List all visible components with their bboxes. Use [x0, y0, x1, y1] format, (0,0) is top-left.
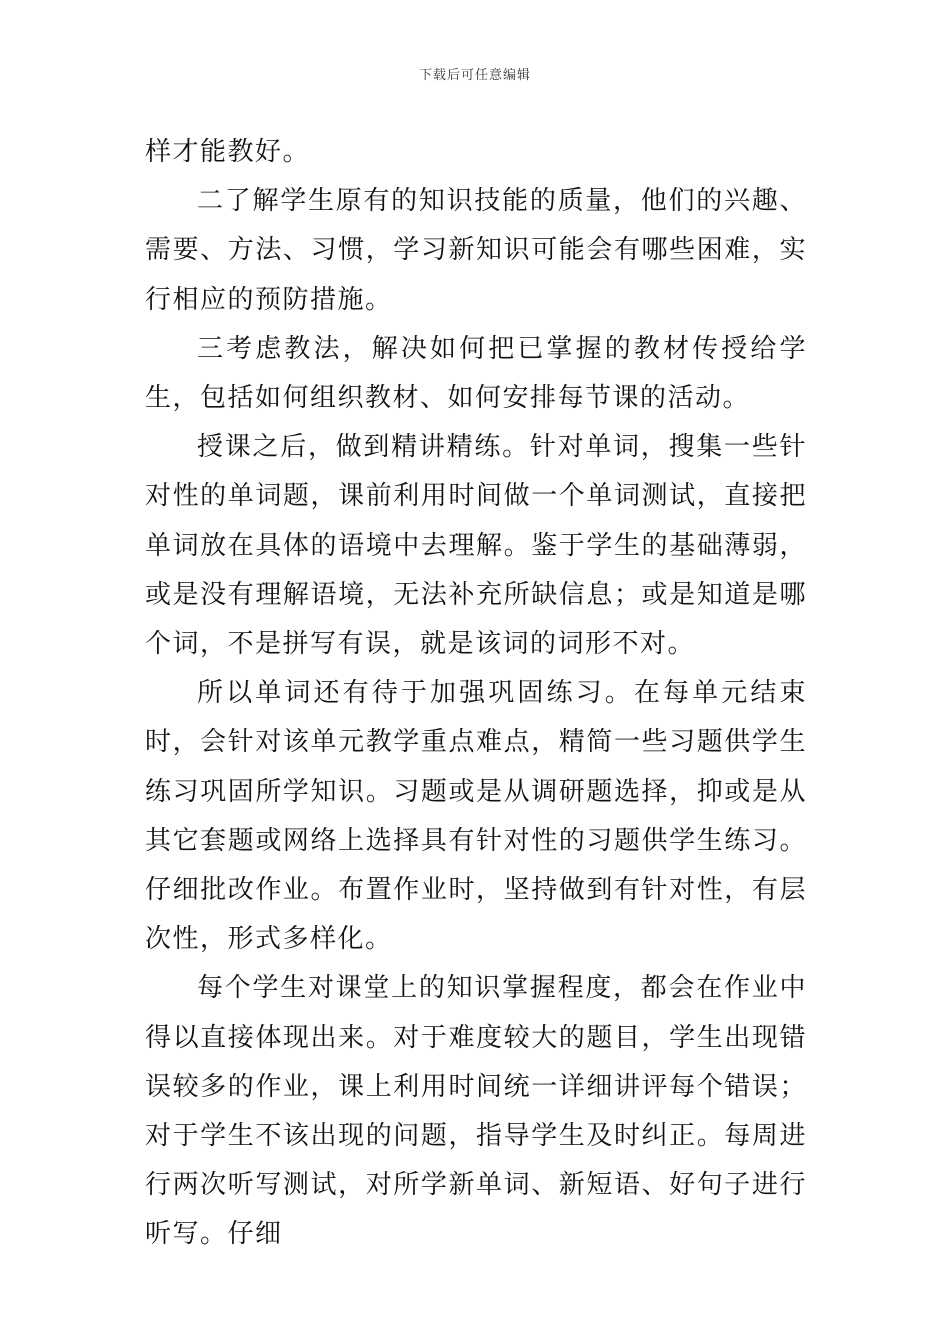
document-body — [145, 128, 807, 1260]
paragraph: 样才能教好。 — [145, 137, 311, 167]
paragraph: 授课之后，做到精讲精练。针对单词，搜集一些针对性的单词题，课前利用时间做一个单词测试，直接把单词放在具体的语境中去理解。鉴于学生的基础薄弱，或是没有理解语境，无法补充所缺信息；或是知道是哪个词，不是拼写有误，就是该词的词形不对。 — [145, 432, 807, 660]
paragraph: 每个学生对课堂上的知识掌握程度，都会在作业中得以直接体现出来。对于难度较大的题目，学生出现错误较多的作业，课上利用时间统一详细讲评每个错误；对于学生不该出现的问题，指导学生及时纠正。每周进行两次听写测试，对所学新单词、新短语、好句子进行听写。仔细 — [145, 973, 807, 1250]
paragraph: 二了解学生原有的知识技能的质量，他们的兴趣、需要、方法、习惯，学习新知识可能会有哪些困难，实行相应的预防措施。 — [145, 186, 807, 315]
paragraph: 三考虑教法，解决如何把已掌握的教材传授给学生，包括如何组织教材、如何安排每节课的活动。 — [145, 333, 807, 414]
paragraph: 所以单词还有待于加强巩固练习。在每单元结束时，会针对该单元教学重点难点，精简一些习题供学生练习巩固所学知识。习题或是从调研题选择，抑或是从其它套题或网络上选择具有针对性的习题供学生练习。仔细批改作业。布置作业时，坚持做到有针对性，有层次性，形式多样化。 — [145, 678, 807, 955]
page-header: 下载后可任意编辑 — [418, 68, 531, 83]
